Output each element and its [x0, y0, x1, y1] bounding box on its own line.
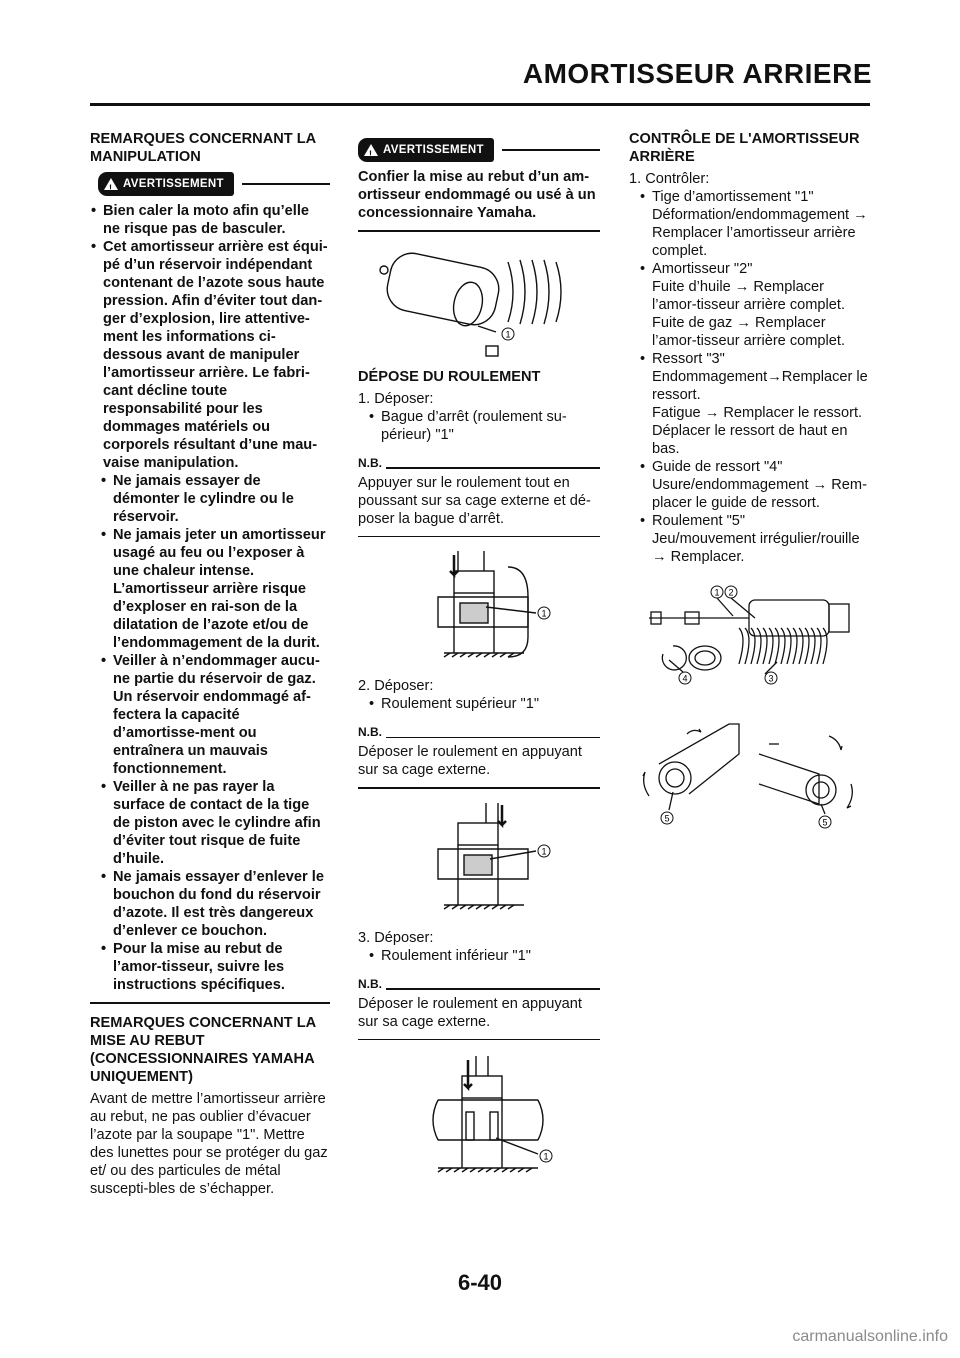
- list-item: • Veiller à n’endommager aucu-ne partie du réservoir de gaz. Un réservoir endommagé af-fectera la capacité d’amortisse-ment ou entraînera un mauvais fonctionnement.: [100, 652, 330, 778]
- item-detail: Endommagement→Remplacer le ressort.: [652, 369, 868, 403]
- item-detail: Déformation/endommagement → Remplacer l’amortisseur arrière complet.: [652, 207, 868, 259]
- warning-icon: !: [104, 178, 118, 190]
- warning-icon: !: [364, 144, 378, 156]
- item-label: Tige d’amortissement "1": [652, 189, 814, 205]
- step-3-list: [358, 947, 600, 965]
- item-label: Guide de ressort "4": [652, 459, 783, 475]
- section-heading-bearing: DÉPOSE DU ROULEMENT: [358, 368, 541, 385]
- list-item: • Pour la mise au rebut de l’amor-tisseur, suivre les instructions spécifiques.: [100, 940, 330, 994]
- nb-text: Déposer le roulement en appuyant sur sa cage externe.: [358, 744, 582, 778]
- item-detail: Fuite d’huile → Remplacer l’amor-tisseur arrière complet.: [652, 279, 846, 313]
- snap-ring-press-illustration: [358, 547, 598, 671]
- list-item: [639, 458, 871, 512]
- nb-label: N.B.: [358, 455, 382, 470]
- list-item: [639, 350, 871, 458]
- item-label: Roulement "5": [652, 513, 746, 529]
- step-1: 1. Déposer:: [358, 390, 434, 407]
- list-item: • Veiller à ne pas rayer la surface de contact de la tige de piston avec le cylindre afin d’éviter tout risque de fuite d’huile.: [100, 778, 330, 868]
- divider: [358, 787, 600, 789]
- callout-2: 2: [728, 587, 734, 598]
- column-inspection: [629, 130, 871, 850]
- warning-sublist: [90, 472, 330, 994]
- step-2: 2. Déposer:: [358, 678, 434, 694]
- list-item: • Cet amortisseur arrière est équi-pé d’un réservoir indépendant contenant de l’azote sous haute pression. Afin d’éviter tout dan-ger d’explosion, lire attentive-ment les informations ci-dessous avant de manipuler l’amortisseur arrière. Le fabri-cant décline toute responsabilité pour les dommages matériels ou corporels résultant d’une mau-vaise manipulation.: [90, 238, 330, 472]
- callout-1: 1: [714, 587, 720, 598]
- title-rule: [90, 103, 870, 106]
- list-item: [639, 260, 871, 350]
- section-heading-disposal: REMARQUES CONCERNANT LA MISE AU REBUT (CONCESSIONNAIRES YAMAHA UNIQUEMENT): [90, 1014, 316, 1085]
- list-item: • Roulement inférieur "1": [368, 947, 600, 965]
- column-bearing-removal: [358, 130, 600, 1188]
- nb-label: N.B.: [358, 976, 382, 991]
- nb-banner: [358, 975, 600, 993]
- lower-bearing-press-illustration: [358, 1050, 598, 1182]
- divider: [90, 1002, 330, 1004]
- shock-parts-illustration: [629, 578, 869, 708]
- nb-text: Appuyer sur le roulement tout en poussant sur sa cage externe et dé-poser la bague d’arrêt.: [358, 474, 591, 527]
- nb-banner: [358, 723, 600, 741]
- nb-text: Déposer le roulement en appuyant sur sa cage externe.: [358, 995, 582, 1030]
- list-item: • Ne jamais essayer de démonter le cylindre ou le réservoir.: [100, 472, 330, 526]
- upper-bearing-press-illustration: [358, 799, 598, 923]
- warning-banner: [98, 172, 330, 196]
- list-item: • Bague d’arrêt (roulement su-périeur) "1": [368, 408, 600, 444]
- list-item: • Ne jamais jeter un amortisseur usagé au feu ou l’exposer à une chaleur intense. L’amortisseur arrière risque d’exploser en rai-son de la dilatation de l’azote et/ou de l’endommagement de la durit.: [100, 526, 330, 652]
- warning-label: AVERTISSEMENT: [383, 144, 484, 156]
- step-1-list: [358, 408, 600, 444]
- warning-label: AVERTISSEMENT: [123, 178, 224, 190]
- callout-5: 5: [822, 817, 828, 828]
- callout-1: 1: [541, 846, 547, 856]
- warning-text: Confier la mise au rebut d’un am-ortisseur endommagé ou usé à un concessionnaire Yamaha.: [358, 169, 596, 221]
- watermark: carmanualsonline.info: [792, 1328, 948, 1345]
- inspection-list: [629, 188, 871, 566]
- nb-label: N.B.: [358, 725, 382, 739]
- section-heading-inspection: CONTRÔLE DE L'AMORTISSEUR ARRIÈRE: [629, 131, 860, 165]
- warning-banner: [358, 138, 600, 162]
- list-item: [639, 512, 871, 566]
- callout-1: 1: [541, 608, 547, 619]
- divider: [358, 536, 600, 538]
- column-handling: [90, 130, 330, 1198]
- item-detail: Jeu/mouvement irrégulier/rouille → Remplacer.: [652, 531, 860, 565]
- list-item: [639, 188, 871, 260]
- divider: [358, 1039, 600, 1041]
- item-detail: Fuite de gaz → Remplacer l’amor-tisseur arrière complet.: [652, 315, 846, 349]
- section-heading-handling: REMARQUES CONCERNANT LA MANIPULATION: [90, 131, 316, 165]
- item-label: Amortisseur "2": [652, 261, 753, 277]
- step-1: 1. Contrôler:: [629, 171, 710, 187]
- list-item: • Ne jamais essayer d’enlever le bouchon du fond du réservoir d’azote. Il est très dangereux d’enlever ce bouchon.: [100, 868, 330, 940]
- callout-1: 1: [505, 329, 511, 339]
- warning-list: [90, 202, 330, 472]
- bearing-links-illustration: [629, 714, 869, 844]
- shock-valve-illustration: [358, 242, 598, 362]
- page-number: 6-40: [457, 1270, 503, 1295]
- item-detail: Fatigue → Remplacer le ressort. Déplacer le ressort de haut en bas.: [652, 405, 863, 457]
- list-item: • Bien caler la moto afin qu’elle ne risque pas de basculer.: [90, 202, 330, 238]
- callout-4: 4: [682, 673, 688, 684]
- item-detail: Usure/endommagement → Rem-placer le guide de ressort.: [652, 477, 867, 511]
- divider: [358, 230, 600, 232]
- callout-3: 3: [768, 673, 774, 684]
- callout-5: 5: [664, 813, 670, 824]
- step-2-list: [358, 695, 600, 713]
- page-title: AMORTISSEUR ARRIERE: [522, 58, 872, 89]
- nb-banner: [358, 454, 600, 472]
- item-label: Ressort "3": [652, 351, 725, 367]
- callout-1: 1: [543, 1151, 549, 1162]
- list-item: • Roulement supérieur "1": [368, 695, 600, 713]
- step-3: 3. Déposer:: [358, 929, 434, 946]
- disposal-text: Avant de mettre l’amortisseur arrière au rebut, ne pas oublier d’évacuer l’azote par la soupape "1". Mettre des lunettes pour se protéger du gaz et/ ou des particules de métal suscepti-bles de s’échapper.: [90, 1090, 328, 1197]
